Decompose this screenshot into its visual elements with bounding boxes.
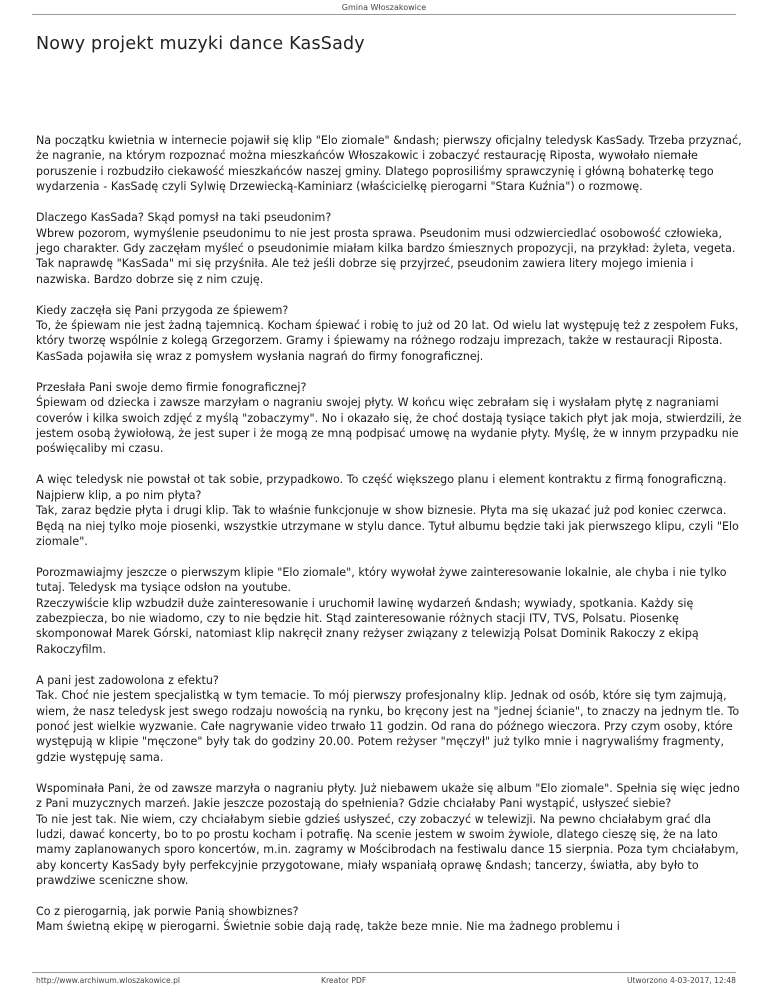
article-paragraph: Co z pierogarnią, jak porwie Panią showbiznes? Mam świetną ekipę w pierogarni. Świetnie sobie dają radę, także beze mnie. Nie ma żadnego problemu i [36, 905, 620, 934]
article-paragraph: Na początku kwietnia w internecie pojawił się klip "Elo ziomale" &ndash; pierwszy oficjalny teledysk KasSady. Trzeba przyznać, że nagranie, na którym rozpoznać można mieszkańców Włoszakowic i zobaczyć restaurację Riposta, wywołało niemałe poruszenie i rozbudziło ciekawość mieszkańców naszej gminy. Dlatego poprosiliśmy sprawczynię i główną bohaterkę tego wydarzenia - KasSadę czyli Sylwię Drzewiecką-Kaminiarz (właścicielkę pierogarni "Stara Kuźnia") o rozmowę. [36, 134, 742, 194]
page-header-site: Gmina Włoszakowice [341, 3, 427, 12]
footer-url-link[interactable]: http://www.archiwum.wloszakowice.pl [36, 976, 180, 985]
article-paragraph: A więc teledysk nie powstał ot tak sobie, przypadkowo. To część większego planu i element kontraktu z firmą fonograficzną. Najpierw klip, a po nim płyta? Tak, zaraz będzie płyta i drugi klip. Tak to właśnie funkcjonuje w show biznesie. Płyta ma się ukazać już pod koniec czerwca. Będą na niej tylko moje piosenki, wszystkie utrzymane w stylu dance. Tytuł albumu będzie taki jak pierwszego klipu, czyli "Elo ziomale". [36, 473, 739, 548]
article-paragraph: Kiedy zaczęła się Pani przygoda ze śpiewem? To, że śpiewam nie jest żadną tajemnicą. Kocham śpiewać i robię to już od 20 lat. Od wielu lat występuję też z zespołem Fuks, który tworzę wspólnie z kolegą Grzegorzem. Gramy i śpiewamy na różnego rodzaju imprezach, także w restauracji Riposta. KasSada pojawiła się wraz z pomysłem wysłania nagrań do firmy fonograficznej. [36, 303, 739, 363]
article-paragraph: Przesłała Pani swoje demo firmie fonograficznej? Śpiewam od dziecka i zawsze marzyłam o nagraniu swojej płyty. W końcu więc zebrałam się i wysłałam płytę z nagraniami coverów i kilka swoich zdjęć z myślą "zobaczymy". No i okazało się, że choć dostają tysiące takich płyt jak moja, stwierdzili, że jestem osobą żywiołową, że jest super i że mogą ze mną podpisać umowę na wydanie płyty. Myślę, że w innym przypadku nie poświęcaliby mi czasu. [36, 380, 742, 456]
article-paragraph: Porozmawiajmy jeszcze o pierwszym klipie "Elo ziomale", który wywołał żywe zainteresowanie lokalnie, ale chyba i nie tylko tutaj. Teledysk ma tysiące odsłon na youtube. Rzeczywiście klip wzbudził duże zainteresowanie i uruchomił lawinę wydarzeń &ndash; wywiady, spotkania. Każdy się zabezpiecza, bo nie wiadomo, czy to nie będzie hit. Stąd zainteresowanie różnych stacji ITV, TVS, Polsatu. Piosenkę skomponował Marek Górski, natomiast klip nakręcił znany reżyser związany z telewizją Polsat Dominik Rakoczy z ekipą Rakoczyfilm. [36, 565, 727, 656]
article-paragraph: A pani jest zadowolona z efektu? Tak. Choć nie jestem specjalistką w tym temacie. To mój pierwszy profesjonalny klip. Jednak od osób, które się tym zajmują, wiem, że nasz teledysk jest swego rodzaju nowością na rynku, bo kręcony jest na "jednej ścianie", to znaczy na jednym tle. To ponoć jest wielkie wyzwanie. Całe nagrywanie video trwało 11 godzin. Od rana do późnego wieczora. Przy czym osoby, które występują w klipie "męczone" były tak do godziny 20.00. Potem reżyser "męczył" już tylko mnie i nagrywaliśmy fragmenty, gdzie występuję sama. [36, 673, 740, 764]
article-paragraph: Wspominała Pani, że od zawsze marzyła o nagraniu płyty. Już niebawem ukaże się album "Elo ziomale". Spełnia się więc jedno z Pani muzycznych marzeń. Jakie jeszcze pozostają do spełnienia? Gdzie chciałaby Pani wystąpić, usłyszeć siebie? To nie jest tak. Nie wiem, czy chciałabym siebie gdzieś usłyszeć, czy zobaczyć w telewizji. Na pewno chciałabym grać dla ludzi, dawać koncerty, bo to po prostu kocham i potrafię. Na scenie jestem w swoim żywiole, dlatego cieszę się, że na lato mamy zaplanowanych sporo koncertów, m.in. zagramy w Mościbrodach na festiwalu dance 15 sierpnia. Poza tym chciałabym, aby koncerty KasSady były perfekcyjnie przygotowane, miały wspaniałą oprawę &ndash; tancerzy, światła, aby było to prawdziwe sceniczne show. [36, 781, 740, 888]
article-title: Nowy projekt muzyki dance KasSady [36, 34, 365, 54]
article-paragraph: Dlaczego KasSada? Skąd pomysł na taki pseudonim? Wbrew pozorom, wymyślenie pseudonimu to nie jest prosta sprawa. Pseudonim musi odzwierciedlać osobowość człowieka, jego charakter. Gdy zaczęłam myśleć o pseudonimie miałam kilka bardzo śmiesznych propozycji, na przykład: żyleta, vegeta. Tak naprawdę "KasSada" mi się przyśniła. Ale też jeśli dobrze się przyjrzeć, pseudonim zawiera litery mojego imienia i nazwiska. Bardzo dobrze się z nim czuję. [36, 211, 736, 286]
footer-created-timestamp: Utworzono 4-03-2017, 12:48 [626, 976, 736, 985]
footer-divider [32, 972, 736, 973]
footer-creator: Kreator PDF [321, 976, 367, 985]
header-divider [32, 14, 736, 15]
article-body [36, 133, 742, 935]
